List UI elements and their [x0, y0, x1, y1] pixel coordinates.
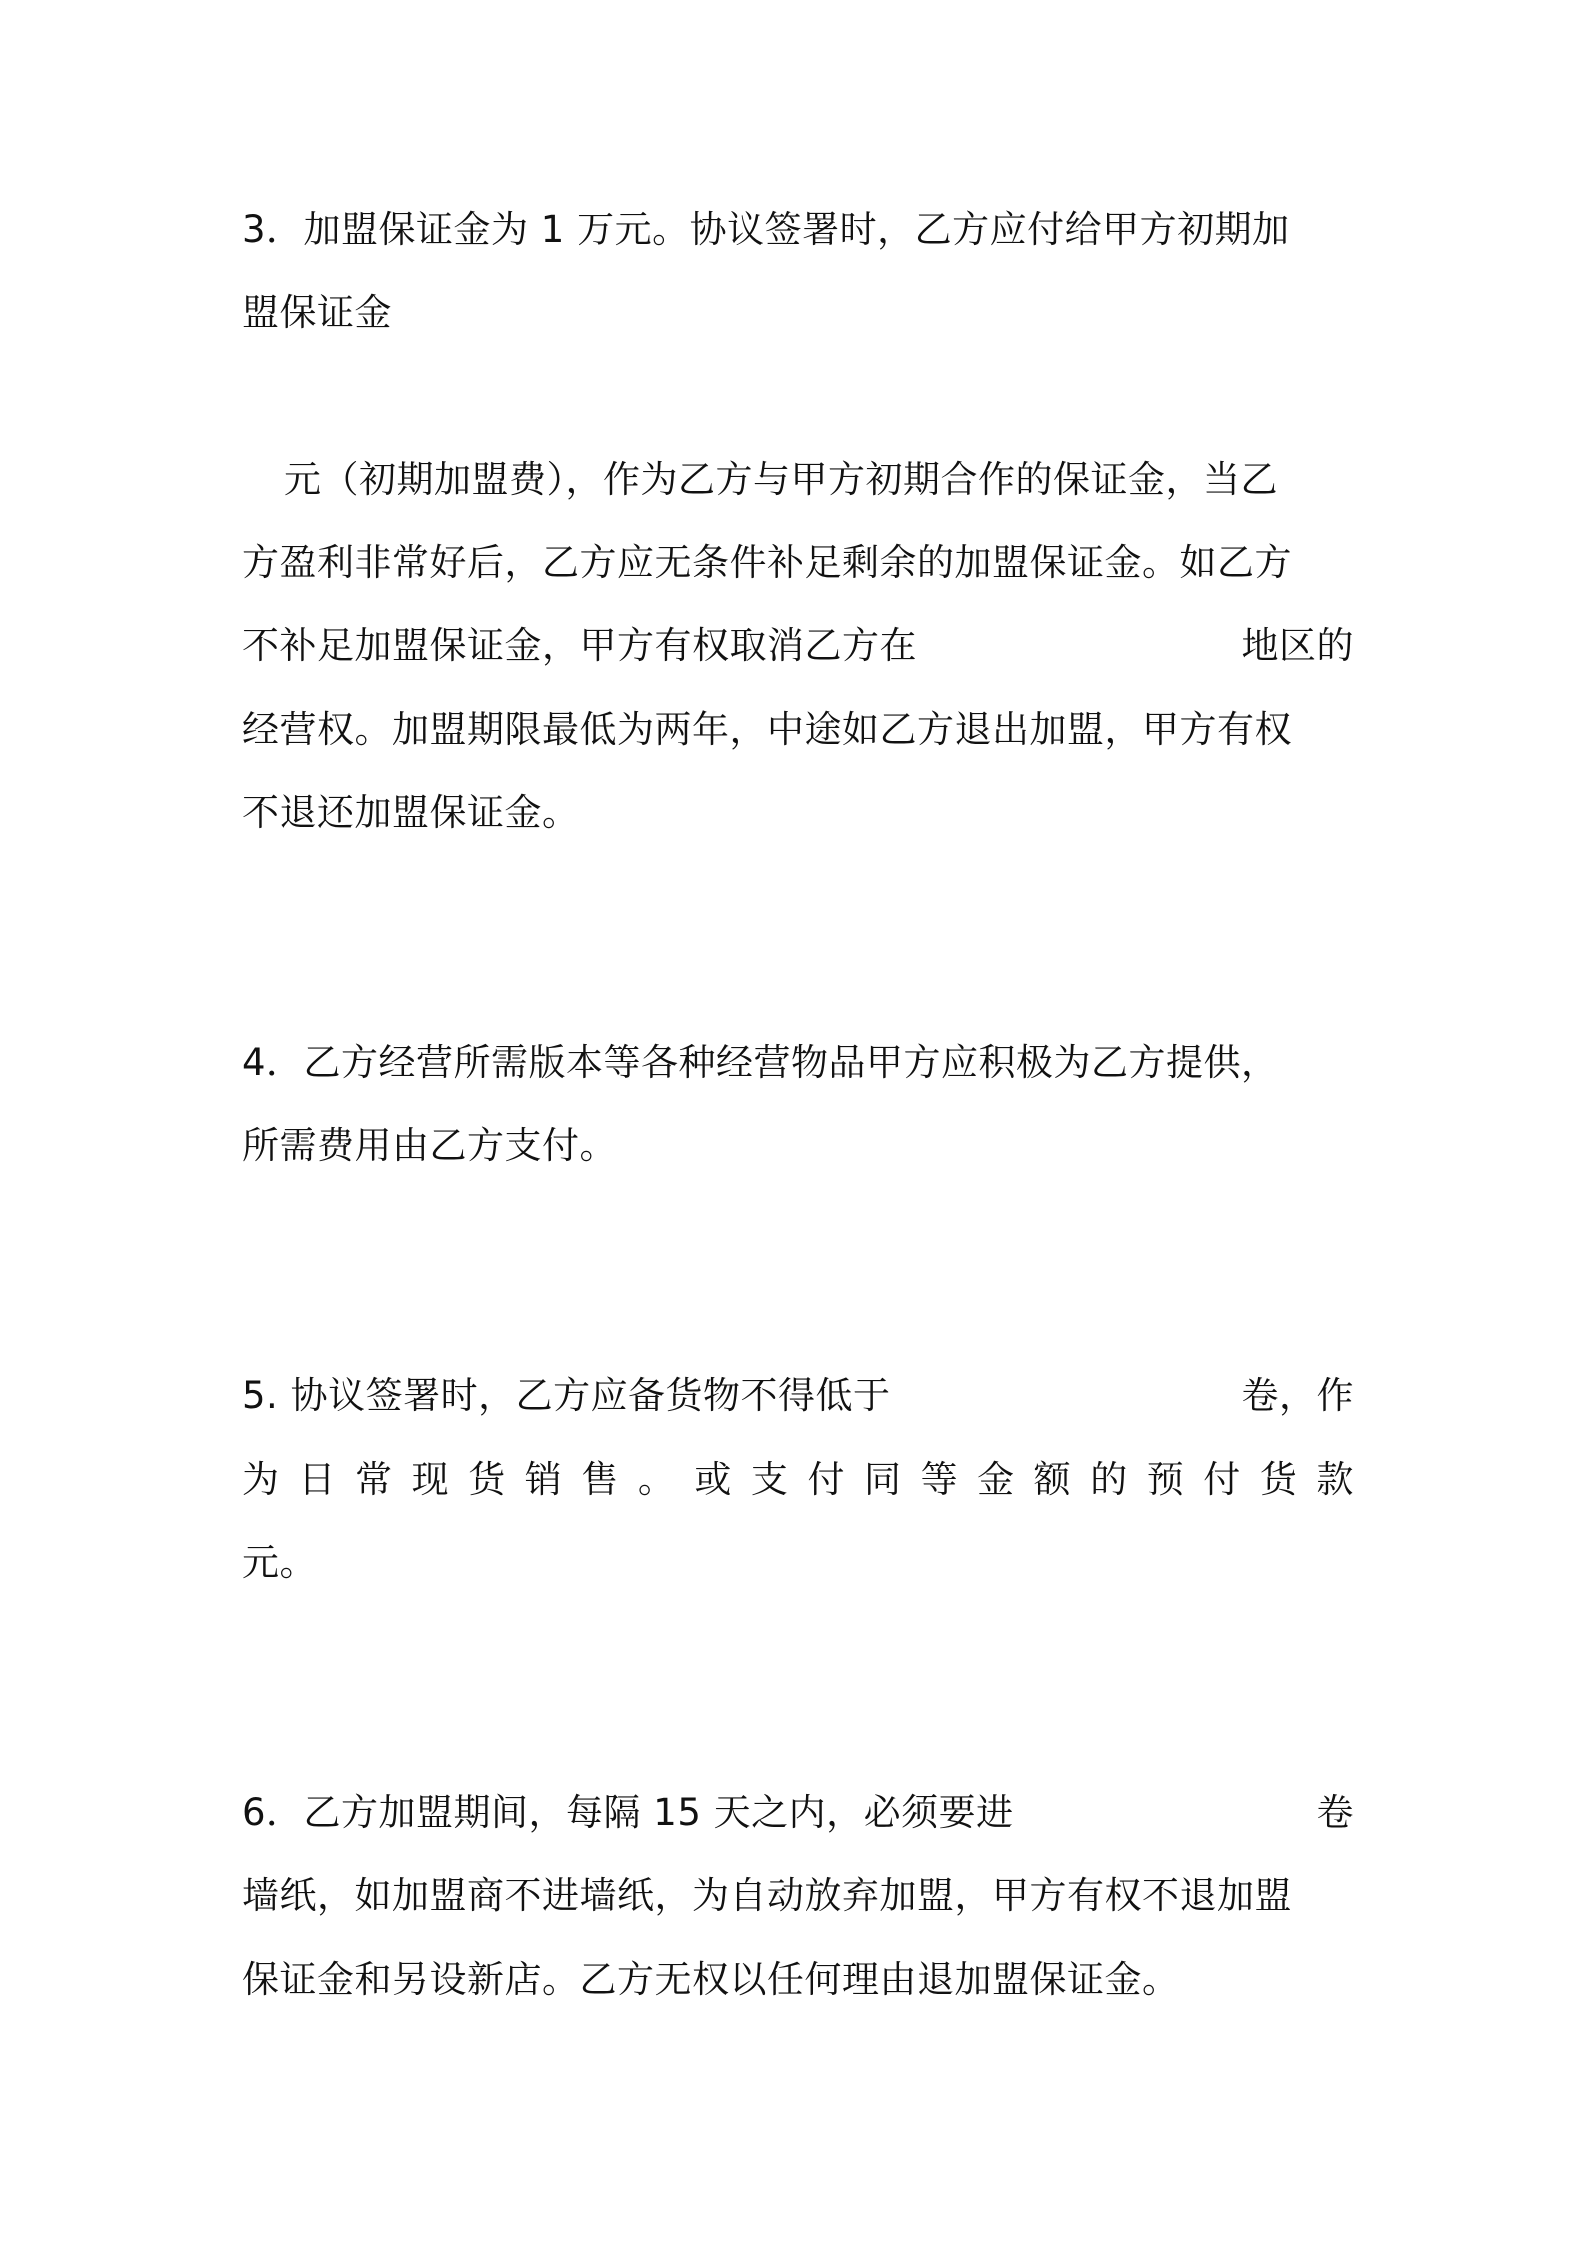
clause-5-line-1-right: 卷，作 — [1241, 1374, 1354, 1417]
clause-3-line-4: 方盈利非常好后，乙方应无条件补足剩余的加盟保证金。如乙方 — [242, 541, 1292, 584]
clause-5-char: 金 — [977, 1458, 1015, 1501]
clause-5-char: 付 — [807, 1458, 845, 1501]
clause-6-line-1 — [242, 1783, 1354, 1843]
clause-5-char: 现 — [411, 1458, 450, 1501]
clause-5-char: 预 — [1146, 1458, 1185, 1501]
clause-6-line-3: 保证金和另设新店。乙方无权以任何理由退加盟保证金。 — [242, 1958, 1180, 2001]
clause-5-char: 等 — [920, 1458, 959, 1501]
clause-4-line-1: 4．乙方经营所需版本等各种经营物品甲方应积极为乙方提供， — [242, 1041, 1279, 1084]
clause-5-char: 货 — [1259, 1458, 1298, 1501]
clause-6-line-1-left: 6．乙方加盟期间，每隔 15 天之内，必须要进 — [242, 1791, 1014, 1834]
clause-6-line-1-right: 卷 — [1316, 1791, 1354, 1834]
clause-5-line-2 — [242, 1450, 1354, 1510]
clause-3-line-5-left: 不补足加盟保证金，甲方有权取消乙方在 — [242, 624, 917, 667]
clause-3-line-5-right: 地区的 — [1241, 624, 1354, 667]
clause-5-char: 同 — [864, 1458, 902, 1501]
clause-5-char: 额 — [1033, 1458, 1072, 1501]
clause-3-line-2: 盟保证金 — [242, 291, 392, 334]
clause-3-line-3: 元（初期加盟费），作为乙方与甲方初期合作的保证金，当乙 — [284, 458, 1278, 501]
clause-4-line-2: 所需费用由乙方支付。 — [242, 1124, 617, 1167]
clause-5-char: 货 — [468, 1458, 506, 1501]
clause-5-line-3: 元。 — [242, 1541, 317, 1584]
clause-5-char: 款 — [1316, 1458, 1354, 1501]
clause-5-char: 销 — [524, 1458, 563, 1501]
clause-5-char: 或 — [694, 1458, 732, 1501]
clause-5-line-1-left: 5. 协议签署时，乙方应备货物不得低于 — [242, 1374, 891, 1417]
clause-5-char: 售 — [581, 1458, 619, 1501]
clause-5-char: 支 — [750, 1458, 789, 1501]
clause-3-line-6: 经营权。加盟期限最低为两年，中途如乙方退出加盟，甲方有权 — [242, 708, 1292, 751]
clause-5-char: 付 — [1203, 1458, 1241, 1501]
clause-5-char: 常 — [355, 1458, 393, 1501]
clause-5-char: 日 — [298, 1458, 337, 1501]
clause-3-line-7: 不退还加盟保证金。 — [242, 791, 580, 834]
clause-6-line-2: 墙纸，如加盟商不进墙纸，为自动放弃加盟，甲方有权不退加盟 — [242, 1874, 1292, 1917]
clause-3-line-1: 3．加盟保证金为 1 万元。协议签署时，乙方应付给甲方初期加 — [242, 208, 1290, 251]
clause-5-char: 。 — [637, 1458, 676, 1501]
clause-5-line-1 — [242, 1366, 1354, 1426]
clause-3-line-5 — [242, 616, 1354, 676]
clause-5-char: 的 — [1090, 1458, 1128, 1501]
clause-5-char: 为 — [242, 1458, 280, 1501]
